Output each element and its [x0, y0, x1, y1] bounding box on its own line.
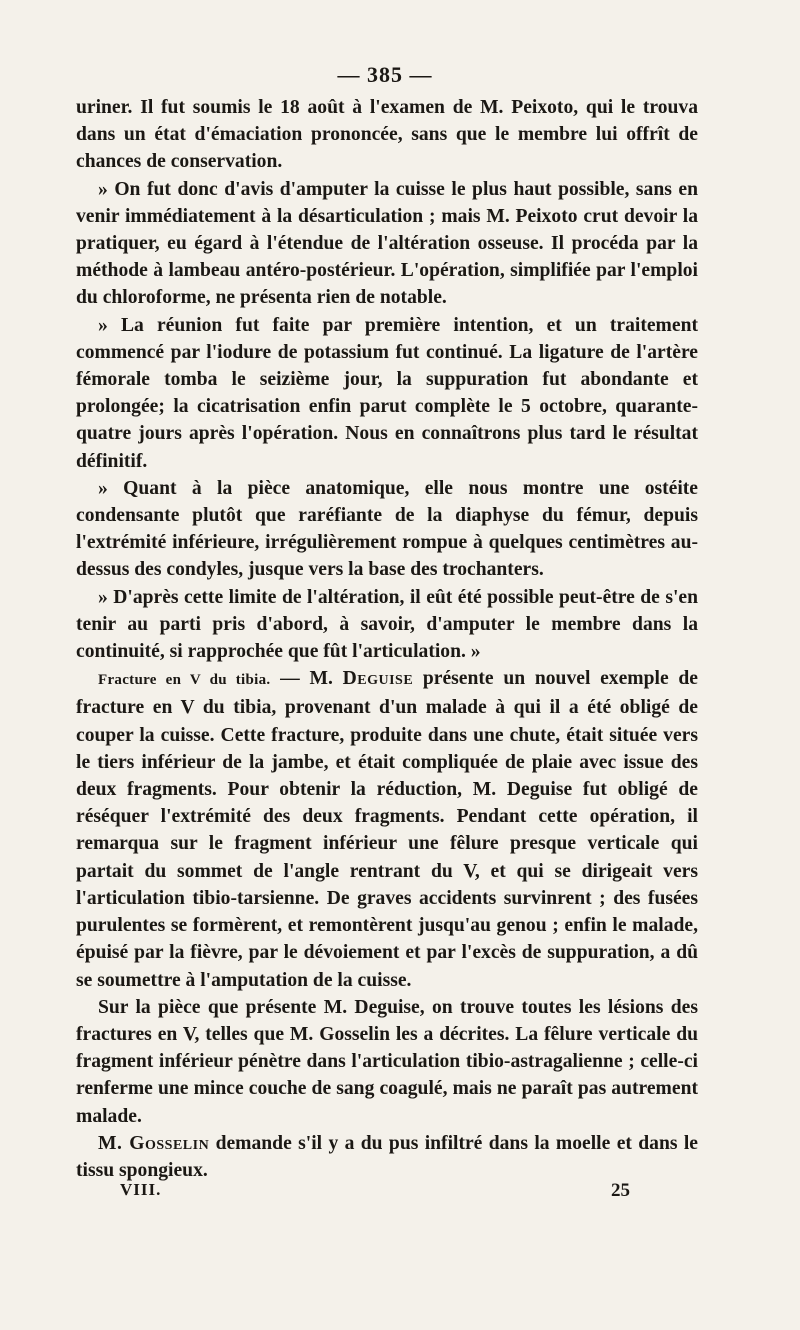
paragraph [76, 1130, 698, 1184]
speaker-name: Deguise [342, 668, 414, 690]
speaker-prefix: — M. [270, 668, 343, 690]
volume-mark: VIII. [120, 1180, 162, 1199]
section-heading: Fracture en V du tibia. [98, 672, 271, 689]
section-text: présente un nouvel exemple de fracture en V du tibia, provenant d'un malade à qui il a été obligé de couper la cuisse. Cette fracture, produite dans une chute, était située vers le tiers inférieur de la jambe, et était compliquée de plaie avec issue des deux fragments. Pour obtenir la réduction, M. Deguise fut obligé de réséquer l'extrémité des deux fragments. Pendant cette opération, il remarqua sur le fragment inférieur une fêlure presque verticale qui partait du sommet de l'angle rentrant du V, et qui se dirigeait vers l'articulation tibio-tarsienne. De graves accidents survinrent ; des fusées purulentes se formèrent, et remontèrent jusqu'au genou ; enfin le malade, épuisé par la fièvre, par le dévoiement et par l'excès de suppuration, a dû se soumettre à l'amputation de la cuisse. [76, 668, 698, 991]
speaker-prefix: M. [98, 1132, 130, 1154]
paragraph: Sur la pièce que présente M. Deguise, on trouve toutes les lésions des fractures en V, telles que M. Gosselin les a décrites. La fêlure verticale du fragment inférieur pénètre dans l'articulation tibio-astragalienne ; celle-ci renferme une mince couche de sang coagulé, mais ne paraît pas autrement malade. [76, 996, 698, 1127]
paragraph: » Quant à la pièce anatomique, elle nous montre une ostéite condensante plutôt que raréfiante de la diaphyse du fémur, depuis l'extrémité inférieure, irrégulièrement rompue à quelques centimètres au-dessus des condyles, jusque vers la base des trochanters. [76, 477, 698, 581]
paragraph: » D'après cette limite de l'altération, il eût été possible peut-être de s'en tenir au parti pris d'abord, à savoir, d'amputer le membre dans la continuité, si rapprochée que fût l'articulation. » [76, 586, 698, 663]
paragraph: » La réunion fut faite par première intention, et un traitement commencé par l'iodure de potassium fut continué. La ligature de l'artère fémorale tomba le seizième jour, la suppuration fut abondante et prolongée; la cicatrisation enfin parut complète le 5 octobre, quarante-quatre jours après l'opération. Nous en connaîtrons plus tard le résultat définitif. [76, 314, 698, 472]
section-paragraph [76, 665, 698, 993]
paragraph-text: demande s'il y a du pus infiltré dans la moelle et dans le tissu spongieux. [76, 1132, 698, 1181]
speaker-name: Gosselin [129, 1132, 210, 1154]
page-footer [120, 1180, 630, 1202]
page-body [76, 94, 698, 1184]
page-number: — 385 — [337, 62, 433, 87]
paragraph: uriner. Il fut soumis le 18 août à l'examen de M. Peixoto, qui le trouva dans un état d'émaciation prononcée, sans que le membre lui offrît de chances de conservation. [76, 97, 698, 173]
paragraph: » On fut donc d'avis d'amputer la cuisse le plus haut possible, sans en venir immédiatement à la désarticulation ; mais M. Peixoto crut devoir la pratiquer, eu égard à l'étendue de l'altération osseuse. Il procéda par la méthode à lambeau antéro-postérieur. L'opération, simplifiée par l'emploi du chloroforme, ne présenta rien de notable. [76, 178, 698, 309]
signature-mark: 25 [611, 1180, 630, 1201]
